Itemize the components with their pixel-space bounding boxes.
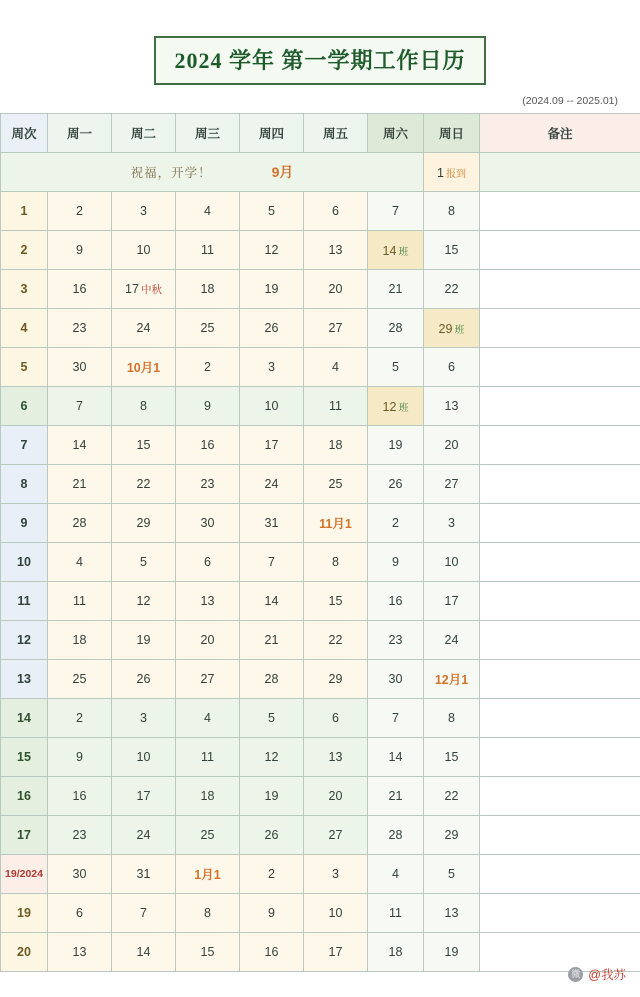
note-cell[interactable] bbox=[480, 621, 640, 660]
day-cell: 3 bbox=[112, 192, 176, 231]
day-cell: 25 bbox=[48, 660, 112, 699]
day-cell: 14 bbox=[240, 582, 304, 621]
day-cell: 13 bbox=[304, 738, 368, 777]
sunday-cell: 19 bbox=[424, 933, 480, 972]
day-cell bbox=[176, 855, 240, 894]
note-cell[interactable] bbox=[480, 387, 640, 426]
sunday-cell: 3 bbox=[424, 504, 480, 543]
sunday-cell: 13 bbox=[424, 387, 480, 426]
day-cell: 3 bbox=[240, 348, 304, 387]
table-row bbox=[1, 621, 640, 660]
day-cell: 28 bbox=[240, 660, 304, 699]
day-cell: 10 bbox=[240, 387, 304, 426]
note-cell[interactable] bbox=[480, 426, 640, 465]
day-cell: 23 bbox=[48, 309, 112, 348]
sunday-cell: 6 bbox=[424, 348, 480, 387]
note-cell[interactable] bbox=[480, 699, 640, 738]
sunday-cell: 8 bbox=[424, 192, 480, 231]
sunday-cell: 15 bbox=[424, 231, 480, 270]
holiday-tag: 中秋 bbox=[141, 284, 162, 296]
banner-month-label: 9月 bbox=[272, 162, 294, 182]
sunday-cell: 22 bbox=[424, 270, 480, 309]
day-cell: 18 bbox=[176, 270, 240, 309]
saturday-cell: 21 bbox=[368, 270, 424, 309]
week-number-cell: 7 bbox=[1, 426, 48, 465]
day-cell: 19 bbox=[240, 777, 304, 816]
sunday-cell: 10 bbox=[424, 543, 480, 582]
day-cell: 9 bbox=[48, 738, 112, 777]
week-number-cell: 6 bbox=[1, 387, 48, 426]
day-cell: 5 bbox=[240, 192, 304, 231]
saturday-cell: 30 bbox=[368, 660, 424, 699]
day-cell: 20 bbox=[176, 621, 240, 660]
day-cell: 10 bbox=[304, 894, 368, 933]
saturday-cell: 23 bbox=[368, 621, 424, 660]
day-cell: 29 bbox=[304, 660, 368, 699]
day-cell: 9 bbox=[176, 387, 240, 426]
day-cell: 17 中秋 bbox=[112, 270, 176, 309]
day-cell: 6 bbox=[176, 543, 240, 582]
day-cell: 6 bbox=[304, 192, 368, 231]
day-cell: 26 bbox=[112, 660, 176, 699]
banner-greeting: 祝福，开学！ bbox=[131, 163, 212, 181]
day-cell: 24 bbox=[112, 309, 176, 348]
table-row bbox=[1, 426, 640, 465]
banner-cell bbox=[1, 153, 424, 192]
day-cell: 30 bbox=[176, 504, 240, 543]
week-number-cell: 9 bbox=[1, 504, 48, 543]
day-cell: 9 bbox=[48, 231, 112, 270]
day-cell: 23 bbox=[48, 816, 112, 855]
note-cell[interactable] bbox=[480, 582, 640, 621]
saturday-cell: 11 bbox=[368, 894, 424, 933]
week-number-cell: 5 bbox=[1, 348, 48, 387]
column-header-week: 周次 bbox=[1, 114, 48, 153]
day-cell: 19 bbox=[240, 270, 304, 309]
day-cell: 20 bbox=[304, 270, 368, 309]
work-tag: 班 bbox=[454, 325, 464, 336]
saturday-cell: 7 bbox=[368, 192, 424, 231]
day-cell: 23 bbox=[176, 465, 240, 504]
table-row bbox=[1, 933, 640, 972]
note-cell[interactable] bbox=[480, 504, 640, 543]
day-cell: 2 bbox=[48, 699, 112, 738]
saturday-cell: 19 bbox=[368, 426, 424, 465]
table-row bbox=[1, 504, 640, 543]
day-cell: 11 bbox=[48, 582, 112, 621]
table-row bbox=[1, 387, 640, 426]
day-cell: 13 bbox=[48, 933, 112, 972]
day-cell: 3 bbox=[304, 855, 368, 894]
day-cell: 28 bbox=[48, 504, 112, 543]
table-row bbox=[1, 543, 640, 582]
day-cell: 17 bbox=[240, 426, 304, 465]
day-cell: 4 bbox=[176, 192, 240, 231]
day-cell: 17 bbox=[112, 777, 176, 816]
day-cell: 30 bbox=[48, 348, 112, 387]
day-cell: 26 bbox=[240, 816, 304, 855]
day-cell: 16 bbox=[176, 426, 240, 465]
day-cell: 13 bbox=[176, 582, 240, 621]
day-cell: 18 bbox=[48, 621, 112, 660]
table-row bbox=[1, 348, 640, 387]
day-cell: 24 bbox=[112, 816, 176, 855]
banner-row bbox=[1, 153, 640, 192]
week-number-cell: 14 bbox=[1, 699, 48, 738]
note-cell bbox=[480, 153, 640, 192]
week-number-cell: 19 bbox=[1, 894, 48, 933]
month-start-label: 12月1 bbox=[435, 673, 468, 687]
date-range-label: (2024.09 -- 2025.01) bbox=[0, 95, 618, 107]
day-cell: 21 bbox=[240, 621, 304, 660]
month-start-label: 1月1 bbox=[194, 868, 220, 882]
column-header-mon: 周一 bbox=[48, 114, 112, 153]
saturday-cell: 5 bbox=[368, 348, 424, 387]
note-cell[interactable] bbox=[480, 270, 640, 309]
week-number-cell: 12 bbox=[1, 621, 48, 660]
table-row bbox=[1, 738, 640, 777]
table-body bbox=[1, 153, 640, 972]
column-header-thu: 周四 bbox=[240, 114, 304, 153]
week-number-cell: 2 bbox=[1, 231, 48, 270]
week-number-cell: 15 bbox=[1, 738, 48, 777]
day-cell: 25 bbox=[304, 465, 368, 504]
sunday-cell: 20 bbox=[424, 426, 480, 465]
work-tag: 班 bbox=[398, 403, 408, 414]
day-cell: 31 bbox=[240, 504, 304, 543]
day-cell: 22 bbox=[304, 621, 368, 660]
table-row bbox=[1, 777, 640, 816]
column-header-tue: 周二 bbox=[112, 114, 176, 153]
watermark bbox=[568, 965, 626, 983]
week-number-cell: 20 bbox=[1, 933, 48, 972]
day-cell: 8 bbox=[176, 894, 240, 933]
day-cell: 7 bbox=[112, 894, 176, 933]
note-cell[interactable] bbox=[480, 309, 640, 348]
day-cell: 10 bbox=[112, 738, 176, 777]
day-cell: 25 bbox=[176, 309, 240, 348]
arrival-tag: 报到 bbox=[446, 169, 466, 180]
column-header-sat: 周六 bbox=[368, 114, 424, 153]
day-cell: 6 bbox=[48, 894, 112, 933]
work-tag: 班 bbox=[398, 247, 408, 258]
day-cell: 12 bbox=[240, 231, 304, 270]
day-cell: 16 bbox=[48, 777, 112, 816]
week-number-cell: 4 bbox=[1, 309, 48, 348]
table-row bbox=[1, 192, 640, 231]
day-cell: 26 bbox=[240, 309, 304, 348]
day-cell: 30 bbox=[48, 855, 112, 894]
saturday-cell: 9 bbox=[368, 543, 424, 582]
day-cell: 27 bbox=[176, 660, 240, 699]
day-cell: 27 bbox=[304, 816, 368, 855]
day-cell: 11 bbox=[304, 387, 368, 426]
day-cell: 5 bbox=[240, 699, 304, 738]
saturday-cell: 16 bbox=[368, 582, 424, 621]
day-cell bbox=[304, 504, 368, 543]
day-cell: 12 bbox=[112, 582, 176, 621]
note-cell[interactable] bbox=[480, 465, 640, 504]
day-cell: 15 bbox=[304, 582, 368, 621]
week-number-cell: 13 bbox=[1, 660, 48, 699]
saturday-cell: 7 bbox=[368, 699, 424, 738]
day-cell: 18 bbox=[304, 426, 368, 465]
arrival-cell bbox=[424, 153, 480, 192]
day-cell: 11 bbox=[176, 738, 240, 777]
watermark-badge: 微 bbox=[568, 967, 583, 982]
table-row bbox=[1, 699, 640, 738]
week-number-cell: 11 bbox=[1, 582, 48, 621]
week-number-cell: 17 bbox=[1, 816, 48, 855]
column-header-sun: 周日 bbox=[424, 114, 480, 153]
sunday-cell: 8 bbox=[424, 699, 480, 738]
note-cell[interactable] bbox=[480, 660, 640, 699]
note-cell[interactable] bbox=[480, 231, 640, 270]
table-row bbox=[1, 231, 640, 270]
day-cell: 22 bbox=[112, 465, 176, 504]
day-cell: 7 bbox=[48, 387, 112, 426]
sunday-cell: 5 bbox=[424, 855, 480, 894]
watermark-text: @我苏 bbox=[588, 965, 626, 983]
week-number-cell: 16 bbox=[1, 777, 48, 816]
table-row bbox=[1, 855, 640, 894]
day-cell: 8 bbox=[112, 387, 176, 426]
day-cell: 15 bbox=[112, 426, 176, 465]
note-cell[interactable] bbox=[480, 192, 640, 231]
work-calendar-table bbox=[0, 113, 640, 972]
day-cell: 8 bbox=[304, 543, 368, 582]
day-cell: 13 bbox=[304, 231, 368, 270]
day-cell: 2 bbox=[48, 192, 112, 231]
note-cell[interactable] bbox=[480, 348, 640, 387]
table-row bbox=[1, 309, 640, 348]
day-cell: 3 bbox=[112, 699, 176, 738]
day-cell: 2 bbox=[176, 348, 240, 387]
day-cell: 4 bbox=[48, 543, 112, 582]
note-cell[interactable] bbox=[480, 738, 640, 777]
sunday-cell bbox=[424, 660, 480, 699]
saturday-cell: 4 bbox=[368, 855, 424, 894]
day-cell bbox=[112, 348, 176, 387]
day-cell: 2 bbox=[240, 855, 304, 894]
sunday-cell: 13 bbox=[424, 894, 480, 933]
column-header-note: 备注 bbox=[480, 114, 640, 153]
sunday-cell: 27 bbox=[424, 465, 480, 504]
saturday-cell: 12 班 bbox=[368, 387, 424, 426]
table-row bbox=[1, 582, 640, 621]
day-cell: 19 bbox=[112, 621, 176, 660]
table-header-row bbox=[1, 114, 640, 153]
table-row bbox=[1, 465, 640, 504]
table-row bbox=[1, 816, 640, 855]
note-cell[interactable] bbox=[480, 543, 640, 582]
note-cell[interactable] bbox=[480, 816, 640, 855]
sunday-cell: 29 bbox=[424, 816, 480, 855]
day-cell: 21 bbox=[48, 465, 112, 504]
day-cell: 16 bbox=[48, 270, 112, 309]
saturday-cell: 2 bbox=[368, 504, 424, 543]
day-cell: 17 bbox=[304, 933, 368, 972]
note-cell[interactable] bbox=[480, 894, 640, 933]
sunday-cell: 29 班 bbox=[424, 309, 480, 348]
day-cell: 11 bbox=[176, 231, 240, 270]
day-cell: 9 bbox=[240, 894, 304, 933]
day-cell: 5 bbox=[112, 543, 176, 582]
day-cell: 18 bbox=[176, 777, 240, 816]
day-cell: 6 bbox=[304, 699, 368, 738]
day-cell: 16 bbox=[240, 933, 304, 972]
page-title: 2024 学年 第一学期工作日历 bbox=[154, 36, 485, 85]
day-cell: 7 bbox=[240, 543, 304, 582]
saturday-cell: 14 bbox=[368, 738, 424, 777]
day-cell: 12 bbox=[240, 738, 304, 777]
saturday-cell: 18 bbox=[368, 933, 424, 972]
day-cell: 4 bbox=[176, 699, 240, 738]
title-container bbox=[150, 36, 490, 85]
sunday-cell: 22 bbox=[424, 777, 480, 816]
day-cell: 29 bbox=[112, 504, 176, 543]
note-cell[interactable] bbox=[480, 855, 640, 894]
day-cell: 4 bbox=[304, 348, 368, 387]
day-cell: 31 bbox=[112, 855, 176, 894]
week-number-cell: 19/2024 bbox=[1, 855, 48, 894]
saturday-cell: 14 班 bbox=[368, 231, 424, 270]
month-start-label: 11月1 bbox=[319, 517, 352, 531]
saturday-cell: 26 bbox=[368, 465, 424, 504]
saturday-cell: 28 bbox=[368, 816, 424, 855]
day-cell: 14 bbox=[48, 426, 112, 465]
arrival-day: 1 bbox=[437, 166, 444, 180]
day-cell: 14 bbox=[112, 933, 176, 972]
month-start-label: 10月1 bbox=[127, 361, 160, 375]
week-number-cell: 1 bbox=[1, 192, 48, 231]
table-row bbox=[1, 270, 640, 309]
week-number-cell: 8 bbox=[1, 465, 48, 504]
week-number-cell: 3 bbox=[1, 270, 48, 309]
saturday-cell: 28 bbox=[368, 309, 424, 348]
day-cell: 24 bbox=[240, 465, 304, 504]
saturday-cell: 21 bbox=[368, 777, 424, 816]
week-number-cell: 10 bbox=[1, 543, 48, 582]
day-cell: 20 bbox=[304, 777, 368, 816]
table-row bbox=[1, 894, 640, 933]
note-cell[interactable] bbox=[480, 777, 640, 816]
sunday-cell: 15 bbox=[424, 738, 480, 777]
column-header-wed: 周三 bbox=[176, 114, 240, 153]
day-cell: 27 bbox=[304, 309, 368, 348]
day-cell: 25 bbox=[176, 816, 240, 855]
calendar-page bbox=[0, 36, 640, 997]
column-header-fri: 周五 bbox=[304, 114, 368, 153]
sunday-cell: 17 bbox=[424, 582, 480, 621]
day-cell: 15 bbox=[176, 933, 240, 972]
sunday-cell: 24 bbox=[424, 621, 480, 660]
table-row bbox=[1, 660, 640, 699]
day-cell: 10 bbox=[112, 231, 176, 270]
